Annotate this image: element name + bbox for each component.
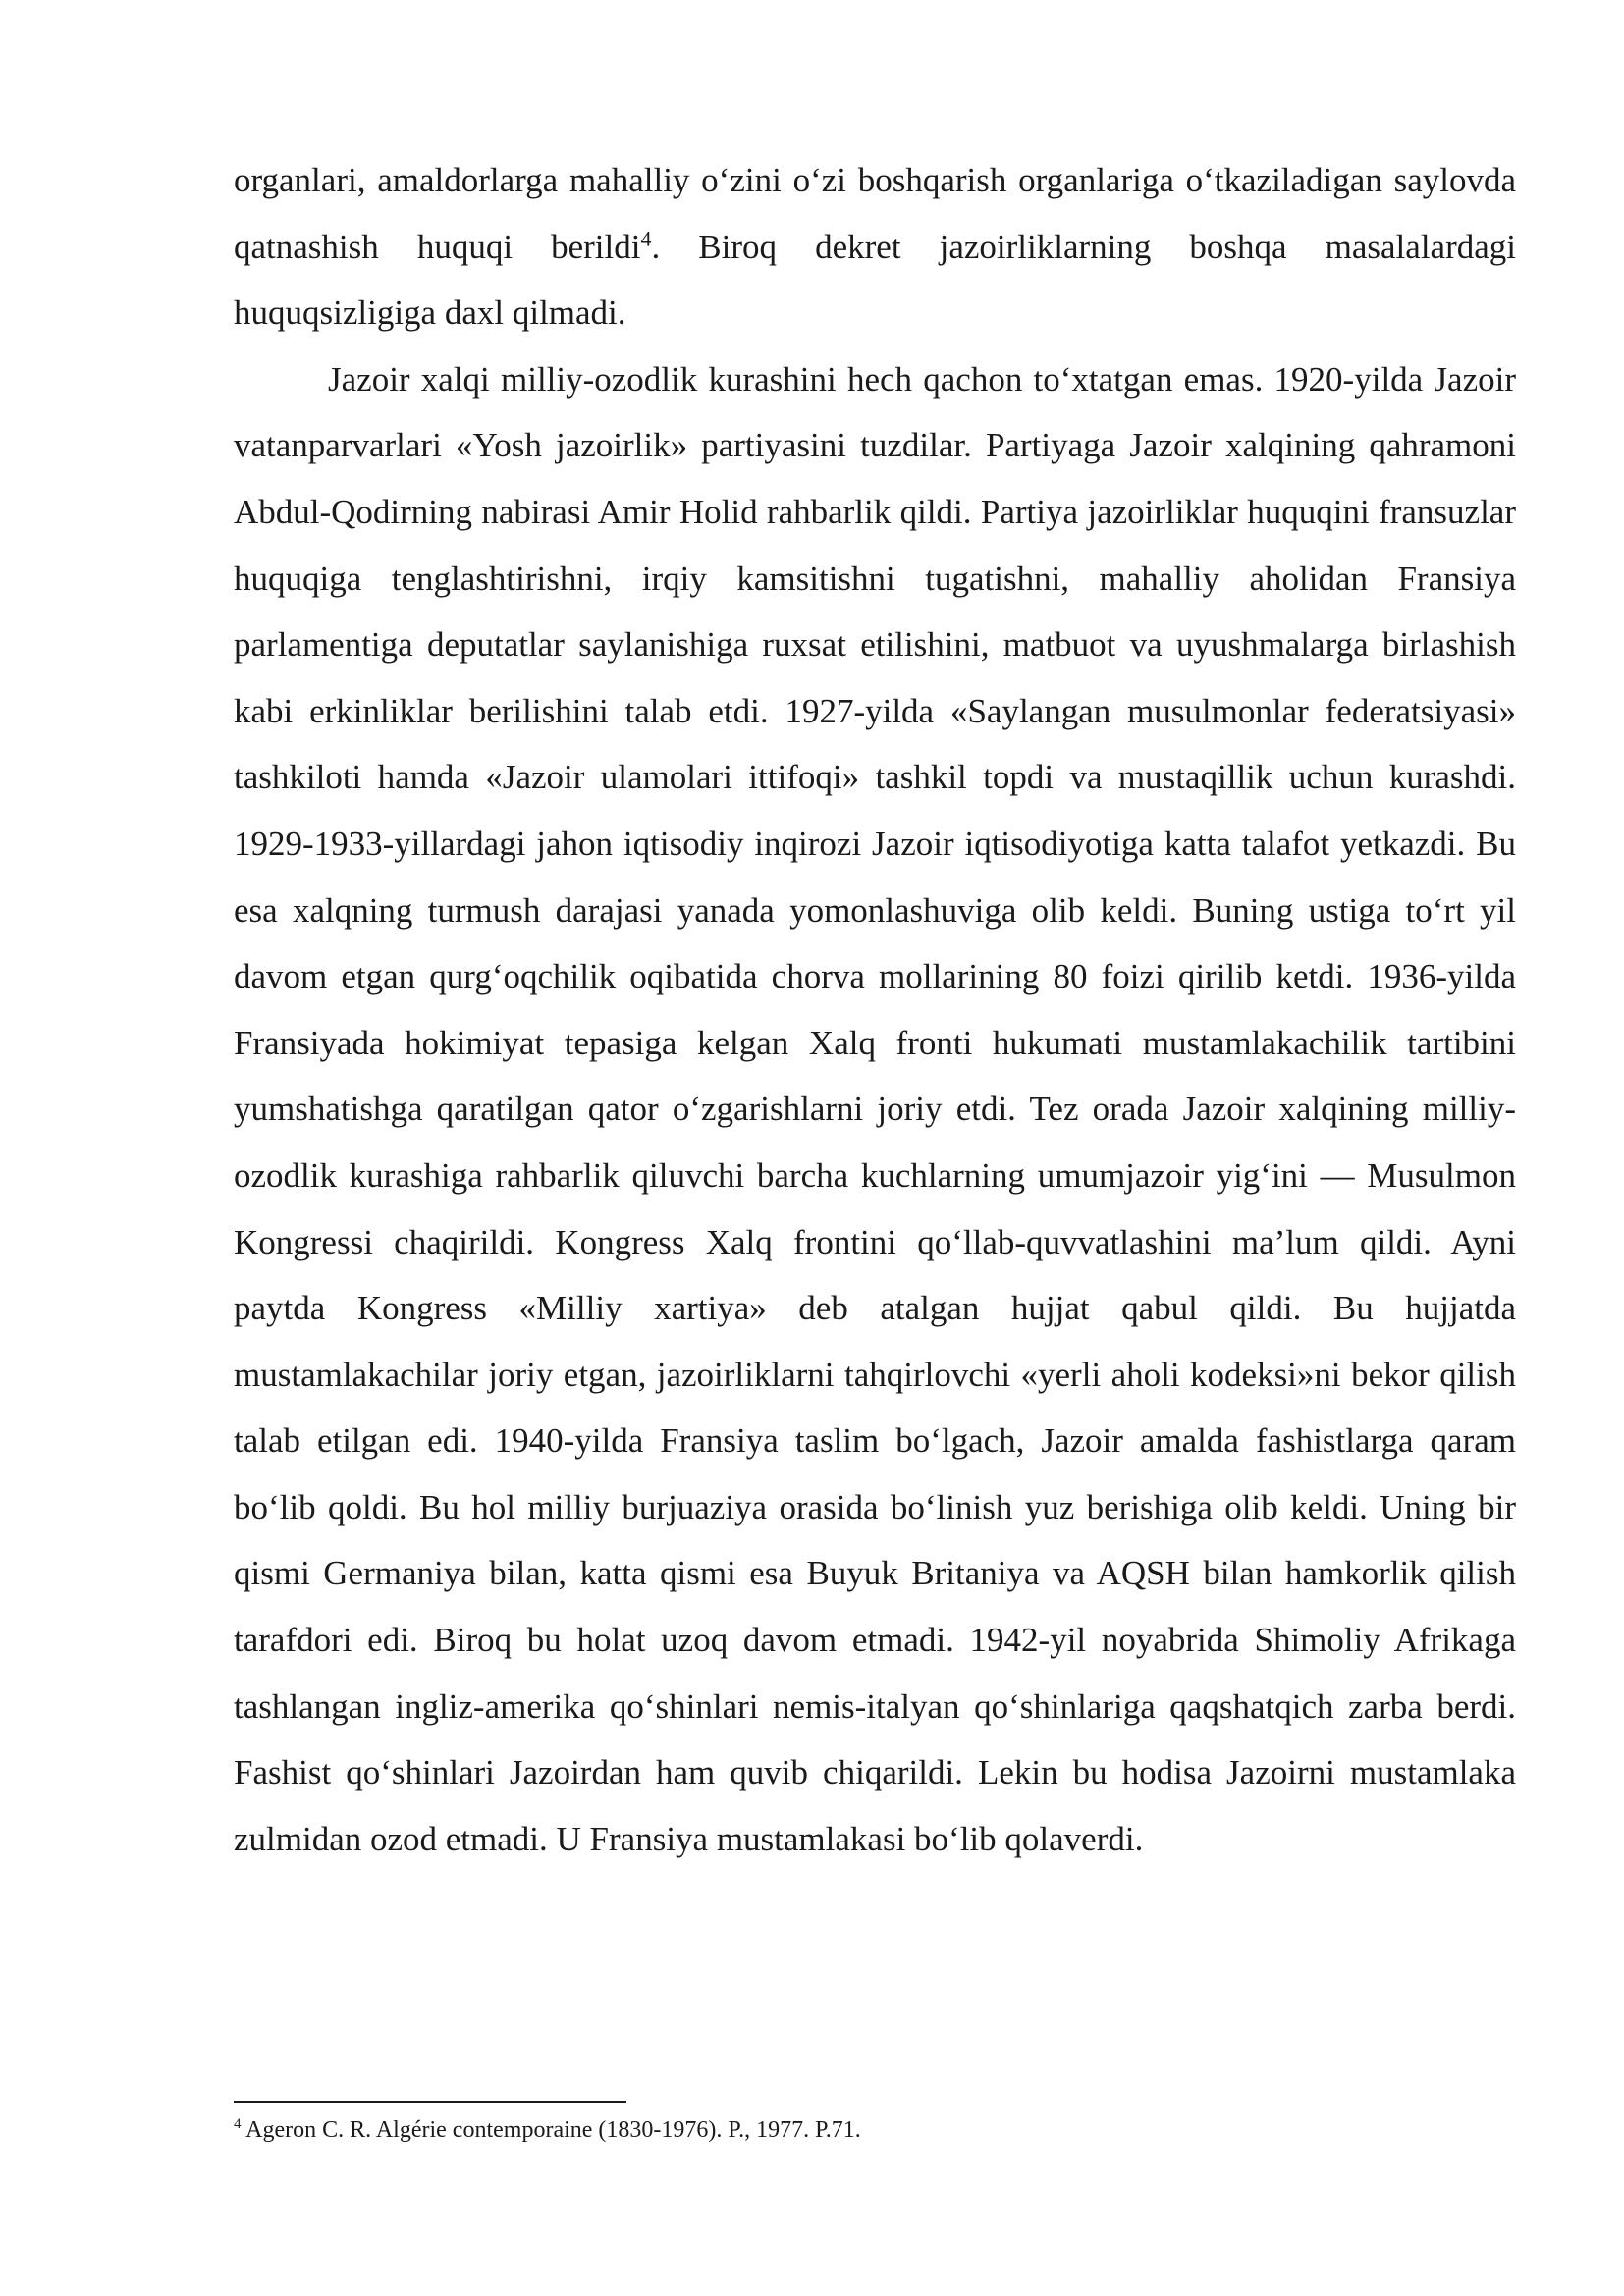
footnote-reference[interactable]: 4 <box>640 225 652 250</box>
paragraph-text: . Biroq dekret jazoirliklarning boshqa masalalardagi huquqsizligiga daxl qilmadi. <box>234 227 1516 333</box>
footnote <box>234 2114 1516 2146</box>
footnote-text: Ageron C. R. Algérie contemporaine (1830-1976). P., 1977. P.71. <box>241 2117 861 2143</box>
page-body <box>234 147 1516 1872</box>
paragraph-main: Jazoir xalqi milliy-ozodlik kurashini hech qachon to‘xtatgan emas. 1920-yilda Jazoir vatanparvarlari «Yosh jazoirlik» partiyasini tuzdilar. Partiyaga Jazoir xalqining qahramoni Abdul-Qodirning nabirasi Amir Holid rahbarlik qildi. Partiya jazoirliklar huquqini fransuzlar huquqiga tenglashtirishni, irqiy kamsitishni tugatishni, mahalliy aholidan Fransiya parlamentiga deputatlar saylanishiga ruxsat etilishini, matbuot va uyushmalarga birlashish kabi erkinliklar berilishini talab etdi. 1927-yilda «Saylangan musulmonlar federatsiyasi» tashkiloti hamda «Jazoir ulamolari ittifoqi» tashkil topdi va mustaqillik uchun kurashdi. 1929-1933-yillardagi jahon iqtisodiy inqirozi Jazoir iqtisodiyotiga katta talafot yetkazdi. Bu esa xalqning turmush darajasi yanada yomonlashuviga olib keldi. Buning ustiga to‘rt yil davom etgan qurg‘oqchilik oqibatida chorva mollarining 80 foizi qirilib ketdi. 1936-yilda Fransiyada hokimiyat tepasiga kelgan Xalq fronti hukumati mustamlakachilik tartibini yumshatishga qaratilgan qator o‘zgarishlarni joriy etdi. Tez orada Jazoir xalqining milliy-ozodlik kurashiga rahbarlik qiluvchi barcha kuchlarning umumjazoir yig‘ini — Musulmon Kongressi chaqirildi. Kongress Xalq frontini qo‘llab-quvvatlashini ma’lum qildi. Ayni paytda Kongress «Milliy xartiya» deb atalgan hujjat qabul qildi. Bu hujjatda mustamlakachilar joriy etgan, jazoirliklarni tahqirlovchi «yerli aholi kodeksi»ni bekor qilish talab etilgan edi. 1940-yilda Fransiya taslim bo‘lgach, Jazoir amalda fashistlarga qaram bo‘lib qoldi. Bu hol milliy burjuaziya orasida bo‘linish yuz berishiga olib keldi. Uning bir qismi Germaniya bilan, katta qismi esa Buyuk Britaniya va AQSH bilan hamkorlik qilish tarafdori edi. Biroq bu holat uzoq davom etmadi. 1942-yil noyabrida Shimoliy Afrikaga tashlangan ingliz-amerika qo‘shinlari nemis-italyan qo‘shinlariga qaqshatqich zarba berdi. Fashist qo‘shinlari Jazoirdan ham quvib chiqarildi. Lekin bu hodisa Jazoirni mustamlaka zulmidan ozod etmadi. U Fransiya mustamlakasi bo‘lib qolaverdi. <box>234 359 1516 1858</box>
footnote-separator <box>234 2101 626 2103</box>
paragraph-continuation <box>234 147 1516 347</box>
paragraph-text: organlari, amaldorlarga mahalliy o‘zini o‘zi boshqarish organlariga o‘tkaziladigan saylovda qatnashish huquqi berildi <box>234 161 1516 266</box>
footnote-marker: 4 <box>234 2116 242 2132</box>
